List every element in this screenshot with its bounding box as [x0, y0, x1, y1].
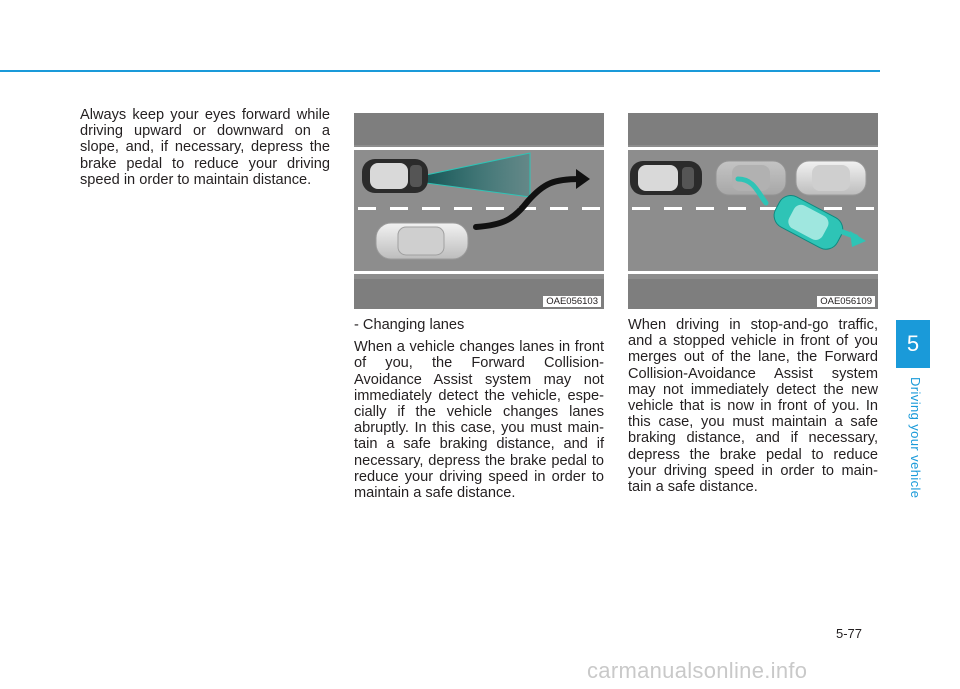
page-number: 5-77: [836, 626, 863, 641]
figure-code: OAE056109: [817, 296, 875, 307]
lane-line-bottom: [354, 271, 604, 274]
paragraph-changing-lanes: When a vehicle changes lanes in front of you, the Forward Collision-Avoidance Assist system may not immediately detect the vehicle, espe-cially if the vehicle changes lanes abruptly. In this case, you must main-tain a safe braking distance, and if necessary, depress the brake pedal to reduce your driving speed in order to maintain a safe distance.: [354, 339, 604, 502]
text-column-3: [628, 317, 878, 501]
lane-line-top: [354, 147, 604, 150]
text-column-2: [354, 317, 604, 507]
stopped-car: [796, 161, 866, 195]
chapter-title-vertical: Driving your vehicle: [908, 377, 923, 499]
changing-lanes-illustration: [354, 113, 604, 309]
figure-code: OAE056103: [543, 296, 601, 307]
header-rule: [0, 70, 880, 72]
figure-stop-and-go: [628, 113, 878, 309]
lane-line-top: [628, 147, 878, 150]
text-column-1: [80, 107, 330, 194]
figure-changing-lanes: [354, 113, 604, 309]
chapter-number-tab: 5: [896, 320, 930, 368]
watermark: carmanualsonline.info: [587, 658, 808, 683]
stop-and-go-illustration: [628, 113, 878, 309]
lane-line-bottom: [628, 271, 878, 274]
paragraph-stop-and-go: When driving in stop-and-go traffic, and a stopped vehicle in front of you merges out of the lane, the Forward Collision-Avoidance Assist system may not immediately detect the new vehicle that is now in front of you. In this case, you must maintain a safe braking distance, and if necessary, depress the brake pedal to reduce your driving speed in order to main-tain a safe distance.: [628, 317, 878, 496]
ego-car: [630, 161, 702, 195]
section-heading-changing-lanes: - Changing lanes: [354, 317, 465, 333]
merging-car: [376, 223, 468, 259]
paragraph-slope: Always keep your eyes forward while driving upward or downward on a slope, and, if necessary, depress the brake pedal to reduce your driving speed in order to maintain distance.: [80, 107, 330, 188]
merging-car-ghost: [716, 161, 786, 195]
ego-car: [362, 159, 428, 193]
